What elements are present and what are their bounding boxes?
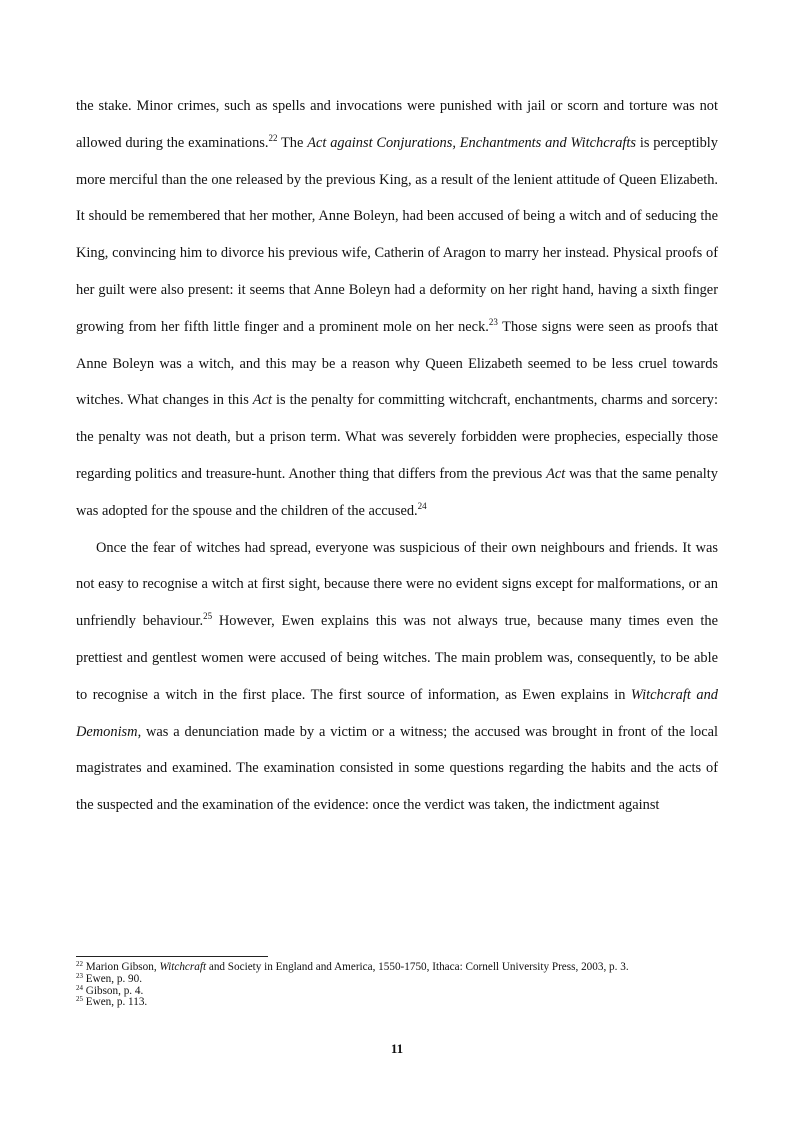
footnote-ref-22: 22 bbox=[268, 132, 278, 143]
footnote-ref-24: 24 bbox=[417, 500, 427, 511]
footnote-text: and Society in England and America, 1550-1750, Ithaca: Cornell University Press, 2003, p. 3. bbox=[206, 961, 629, 973]
text-run: However, Ewen explains this was not always true, because many times even the prettiest and gentlest women were accused of being witches. The main problem was, consequently, to be able to recognise a witch in the first place. The first source of information, as Ewen explains in bbox=[76, 613, 719, 703]
footnote-text: Ewen, p. 113. bbox=[83, 996, 148, 1009]
text-run: the stake. Minor crimes, such as spells and invocations were punished with jail or scorn and torture was not allowed during the examinations. bbox=[76, 98, 718, 151]
text-run: , was a denunciation made by a victim or a witness; the accused was brought in front of the local magistrates and examined. The examination consisted in some questions regarding the habits and the acts of the suspected and the examination of the evidence: once the verdict was taken, the indictment against bbox=[76, 723, 718, 814]
footnote-ref-25: 25 bbox=[203, 611, 213, 622]
footnote-number: 23 bbox=[76, 971, 83, 980]
footnote-number: 24 bbox=[76, 983, 83, 992]
act-italic: Act bbox=[252, 392, 272, 409]
text-run: is the penalty for committing witchcraft, enchantments, charms and sorcery: the penalty was not death, but a prison term. What was severely forbidden were prophecies, especially those regarding politics and treasure-hunt. Another thing that differs from the previous bbox=[76, 392, 718, 482]
footnote-23 bbox=[76, 971, 718, 986]
footnote-text: Gibson, p. 4. bbox=[83, 984, 144, 997]
footnote-italic: Witchcraft bbox=[159, 961, 207, 973]
text-run: is perceptibly more merciful than the one released by the previous King, as a result of the lenient attitude of Queen Elizabeth. It should be remembered that her mother, Anne Boleyn, had been accused of being a witch and of seducing the King, convincing him to divorce his previous wife, Catherin of Aragon to marry her instead. Physical proofs of her guilt were also present: it seems that Anne Boleyn had a deformity on her right hand, having a sixth finger growing from her fifth little finger and a prominent mole on her neck. bbox=[76, 134, 718, 335]
footnote-24 bbox=[76, 983, 718, 998]
page-number: 11 bbox=[390, 1041, 404, 1056]
footnote-number: 22 bbox=[76, 960, 83, 968]
act-title-italic: Act against Conjurations, Enchantments and Witchcrafts bbox=[307, 134, 637, 151]
footnotes bbox=[76, 962, 718, 1009]
paragraph-1 bbox=[76, 88, 718, 530]
text-run: The bbox=[277, 134, 308, 151]
paragraph-2 bbox=[76, 530, 718, 824]
act-italic: Act bbox=[546, 465, 566, 482]
footnote-25 bbox=[76, 997, 718, 1009]
footnote-22 bbox=[76, 962, 718, 974]
text-run: Those signs were seen as proofs that Anne Boleyn was a witch, and this may be a reason why Queen Elizabeth seemed to be less cruel towards witches. What changes in this bbox=[76, 318, 718, 409]
footnote-ref-23: 23 bbox=[488, 316, 498, 327]
text-run: was that the same penalty was adopted for the spouse and the children of the accused. bbox=[76, 465, 718, 519]
text-run: Once the fear of witches had spread, everyone was suspicious of their own neighbours and friends. It was not easy to recognise a witch at first sight, because there were no evident signs except for malformations, or an unfriendly behaviour. bbox=[76, 539, 718, 630]
footnote-number: 25 bbox=[76, 995, 83, 1004]
footnote-separator bbox=[76, 956, 268, 957]
footnote-text: Marion Gibson, bbox=[83, 961, 160, 973]
footnote-text: Ewen, p. 90. bbox=[83, 972, 143, 985]
book-title-italic: Witchcraft and Demonism bbox=[76, 686, 718, 740]
body-text bbox=[76, 88, 718, 824]
